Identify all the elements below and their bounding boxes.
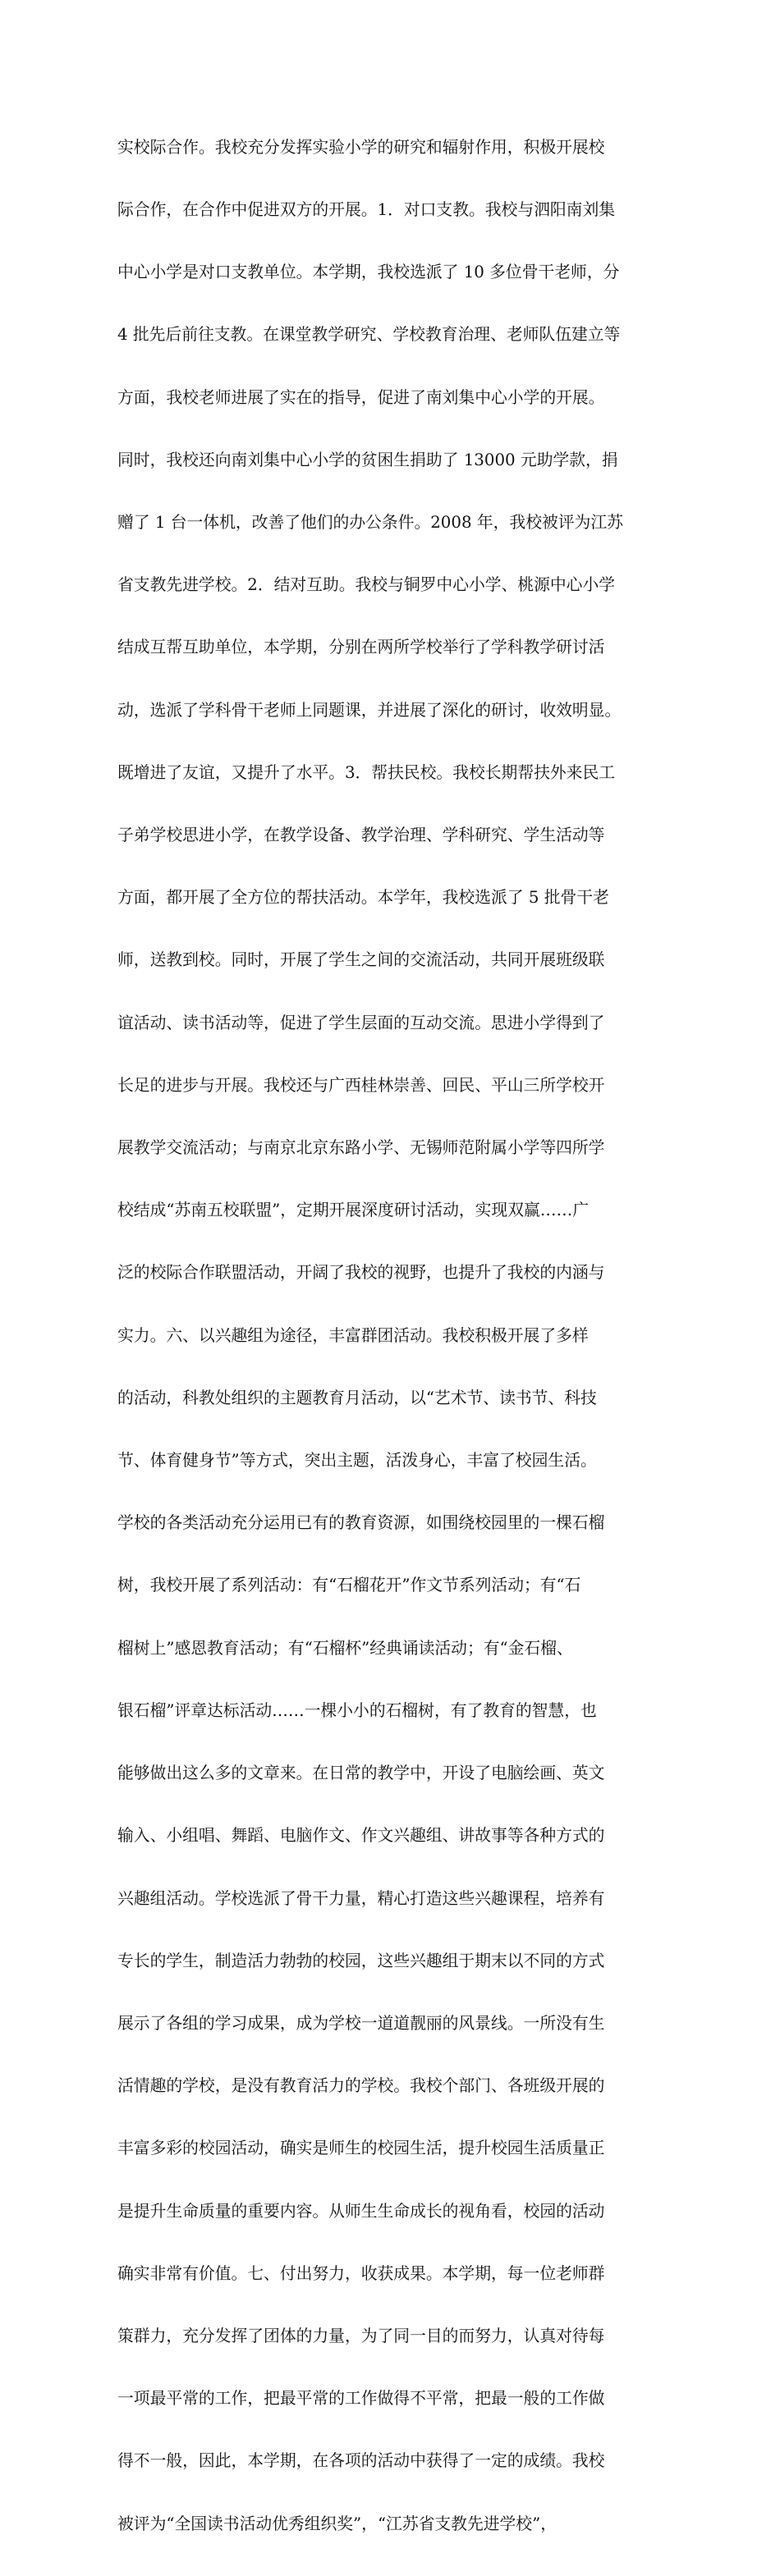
text-line: 结成互帮互助单位，本学期，分别在两所学校举行了学科教学研讨活 — [117, 638, 605, 657]
text-line: 能够做出这么多的文章来。在日常的教学中，开设了电脑绘画、英文 — [117, 1764, 605, 1783]
text-line: 赠了 1 台一体机，改善了他们的办公条件。2008 年，我校被评为江苏 — [117, 513, 623, 533]
body-text — [117, 95, 680, 2576]
text-line: 节、体育健身节”等方式，突出主题，活泼身心，丰富了校园生活。 — [117, 1451, 597, 1471]
text-line: 既增进了友谊，又提升了水平。3．帮扶民校。我校长期帮扶外来民工 — [117, 762, 616, 782]
text-line: 展示了各组的学习成果，成为学校一道道靓丽的风景线。一所没有生 — [117, 2013, 605, 2033]
text-line: 实力。六、以兴趣组为途径，丰富群团活动。我校积极开展了多样 — [117, 1325, 589, 1345]
text-line: 同时，我校还向南刘集中心小学的贫困生捐助了 13000 元助学款，捐 — [117, 450, 618, 469]
text-line: 策群力，充分发挥了团体的力量，为了同一目的而努力，认真对待每 — [117, 2326, 605, 2345]
text-line: 师，送教到校。同时，开展了学生之间的交流活动，共同开展班级联 — [117, 950, 605, 970]
text-line: 专长的学生，制造活力勃勃的校园，这些兴趣组于期末以不同的方式 — [117, 1951, 605, 1970]
text-line: 中心小学是对口支教单位。本学期，我校选派了 10 多位骨干老师，分 — [117, 263, 620, 282]
text-line: 银石榴”评章达标活动……一棵小小的石榴树，有了教育的智慧，也 — [117, 1700, 597, 1720]
text-line: 的活动，科教处组织的主题教育月活动，以“艺术节、读书节、科技 — [117, 1388, 597, 1407]
text-line: 子弟学校思进小学，在教学设备、教学治理、学科研究、学生活动等 — [117, 826, 605, 845]
text-line: 动，选派了学科骨干老师上同题课，并进展了深化的研讨，收效明显。 — [117, 700, 622, 720]
text-line: 省支教先进学校。2．结对互助。我校与铜罗中心小学、桃源中心小学 — [117, 575, 616, 595]
text-line: 泛的校际合作联盟活动，开阔了我校的视野，也提升了我校的内涵与 — [117, 1263, 605, 1283]
text-line: 展教学交流活动；与南京北京东路小学、无锡师范附属小学等四所学 — [117, 1138, 605, 1158]
text-line: 是提升生命质量的重要内容。从师生生命成长的视角看，校园的活动 — [117, 2201, 605, 2221]
text-line: 学校的各类活动充分运用已有的教育资源，如围绕校园里的一棵石榴 — [117, 1513, 605, 1533]
text-line: 校结成“苏南五校联盟”，定期开展深度研讨活动，实现双赢……广 — [117, 1201, 590, 1220]
text-line: 4 批先后前往支教。在课堂教学研究、学校教育治理、老师队伍建立等 — [117, 325, 621, 345]
text-line: 方面，都开展了全方位的帮扶活动。本学年，我校选派了 5 批骨干老 — [117, 888, 609, 908]
text-line: 谊活动、读书活动等，促进了学生层面的互动交流。思进小学得到了 — [117, 1013, 605, 1032]
text-line: 活情趣的学校，是没有教育活力的学校。我校个部门、各班级开展的 — [117, 2076, 605, 2096]
text-line: 榴树上”感恩教育活动；有“石榴杯”经典诵读活动；有“金石榴、 — [117, 1638, 573, 1658]
text-line: 际合作，在合作中促进双方的开展。1．对口支教。我校与泗阳南刘集 — [117, 200, 616, 220]
text-line: 被评为“全国读书活动优秀组织奖”，“江苏省支教先进学校”， — [117, 2514, 557, 2533]
text-line: 兴趣组活动。学校选派了骨干力量，精心打造这些兴趣课程，培养有 — [117, 1888, 605, 1908]
text-line: 方面，我校老师进展了实在的指导，促进了南刘集中心小学的开展。 — [117, 387, 605, 407]
text-line: 丰富多彩的校园活动，确实是师生的校园生活，提升校园生活质量正 — [117, 2139, 605, 2158]
text-line: 长足的进步与开展。我校还与广西桂林崇善、回民、平山三所学校开 — [117, 1075, 605, 1095]
text-line: 输入、小组唱、舞蹈、电脑作文、作文兴趣组、讲故事等各种方式的 — [117, 1826, 605, 1846]
text-line: 一项最平常的工作，把最平常的工作做得不平常，把最一般的工作做 — [117, 2389, 605, 2409]
text-line: 树，我校开展了系列活动：有“石榴花开”作文节系列活动；有“石 — [117, 1576, 581, 1595]
text-line: 得不一般，因此，本学期，在各项的活动中获得了一定的成绩。我校 — [117, 2451, 605, 2471]
text-line: 实校际合作。我校充分发挥实验小学的研究和辐射作用，积极开展校 — [117, 137, 605, 157]
text-line: 确实非常有价值。七、付出努力，收获成果。本学期，每一位老师群 — [117, 2263, 605, 2283]
